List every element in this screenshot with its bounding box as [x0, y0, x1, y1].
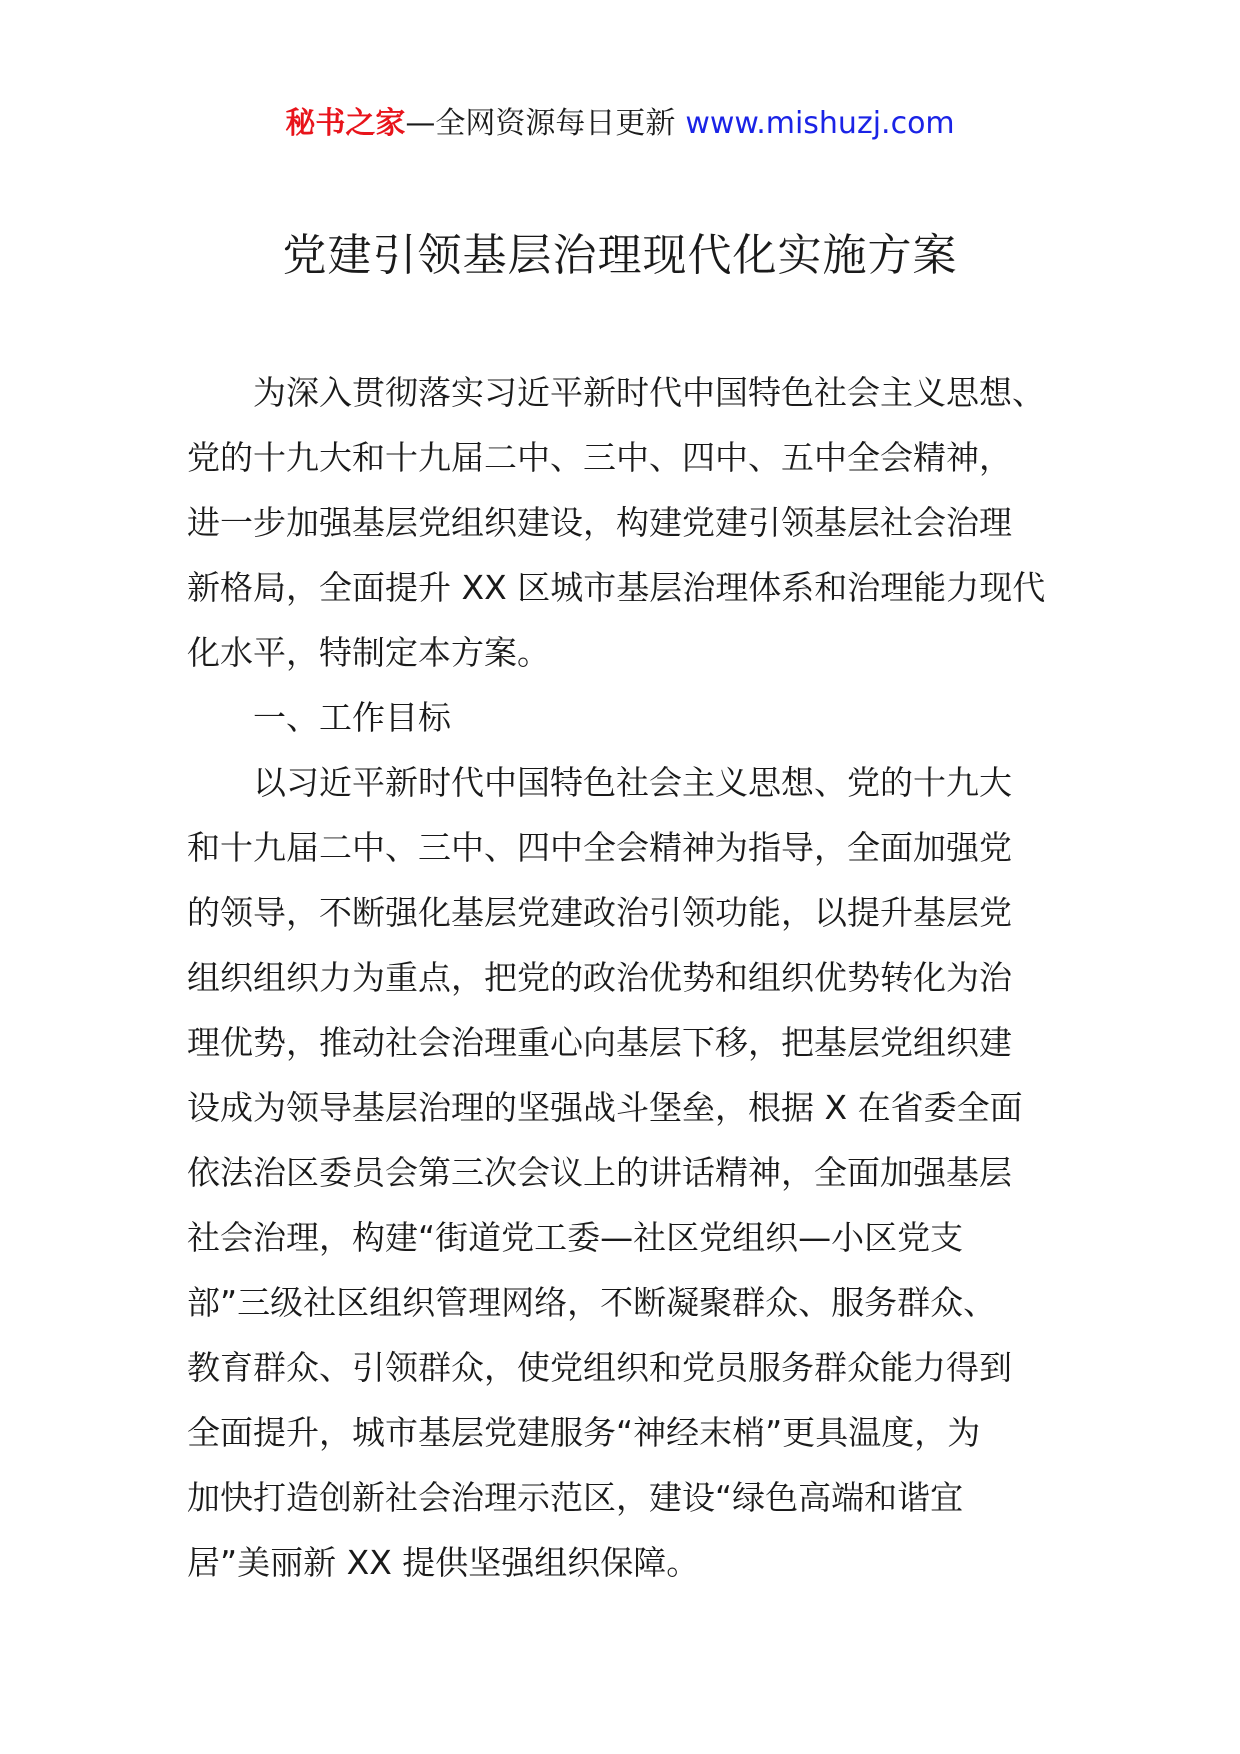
paragraph-line: 依法治区委员会第三次会议上的讲话精神，全面加强基层: [187, 1153, 1012, 1192]
paragraph-line: 组织组织力为重点，把党的政治优势和组织优势转化为治: [187, 958, 1012, 997]
paragraph-line: 设成为领导基层治理的坚强战斗堡垒，根据 X 在省委全面: [187, 1088, 1023, 1127]
paragraph-line: 党的十九大和十九届二中、三中、四中、五中全会精神，: [187, 438, 1012, 477]
section-heading: 一、工作目标: [253, 698, 451, 737]
paragraph-line: 以习近平新时代中国特色社会主义思想、党的十九大: [253, 763, 1012, 802]
paragraph-line: 进一步加强基层党组织建设，构建党建引领基层社会治理: [187, 503, 1012, 542]
paragraph-line: 居”美丽新 XX 提供坚强组织保障。: [187, 1543, 700, 1582]
paragraph-line: 为深入贯彻落实习近平新时代中国特色社会主义思想、: [253, 373, 1045, 412]
brand-name: 秘书之家: [285, 106, 406, 141]
paragraph-line: 的领导，不断强化基层党建政治引领功能，以提升基层党: [187, 893, 1012, 932]
paragraph-line: 理优势，推动社会治理重心向基层下移，把基层党组织建: [187, 1023, 1012, 1062]
banner-tagline: —全网资源每日更新: [405, 106, 676, 141]
site-banner: [0, 102, 1240, 146]
paragraph-line: 和十九届二中、三中、四中全会精神为指导，全面加强党: [187, 828, 1012, 867]
paragraph-line: 社会治理，构建“街道党工委—社区党组织—小区党支: [187, 1218, 964, 1257]
section-paragraph: [187, 750, 1069, 1595]
paragraph-line: 部”三级社区组织管理网络，不断凝聚群众、服务群众、: [187, 1283, 997, 1322]
paragraph-line: 化水平，特制定本方案。: [187, 633, 550, 672]
document-body: [187, 360, 1069, 1595]
site-url-link[interactable]: www.mishuzj.com: [685, 106, 955, 141]
paragraph-line: 加快打造创新社会治理示范区，建设“绿色高端和谐宜: [187, 1478, 964, 1517]
intro-paragraph: [187, 360, 1069, 685]
paragraph-line: 教育群众、引领群众，使党组织和党员服务群众能力得到: [187, 1348, 1012, 1387]
document-title: 党建引领基层治理现代化实施方案: [282, 230, 958, 281]
paragraph-line: 全面提升，城市基层党建服务“神经末梢”更具温度，为: [187, 1413, 981, 1452]
paragraph-line: 新格局，全面提升 XX 区城市基层治理体系和治理能力现代: [187, 568, 1046, 607]
